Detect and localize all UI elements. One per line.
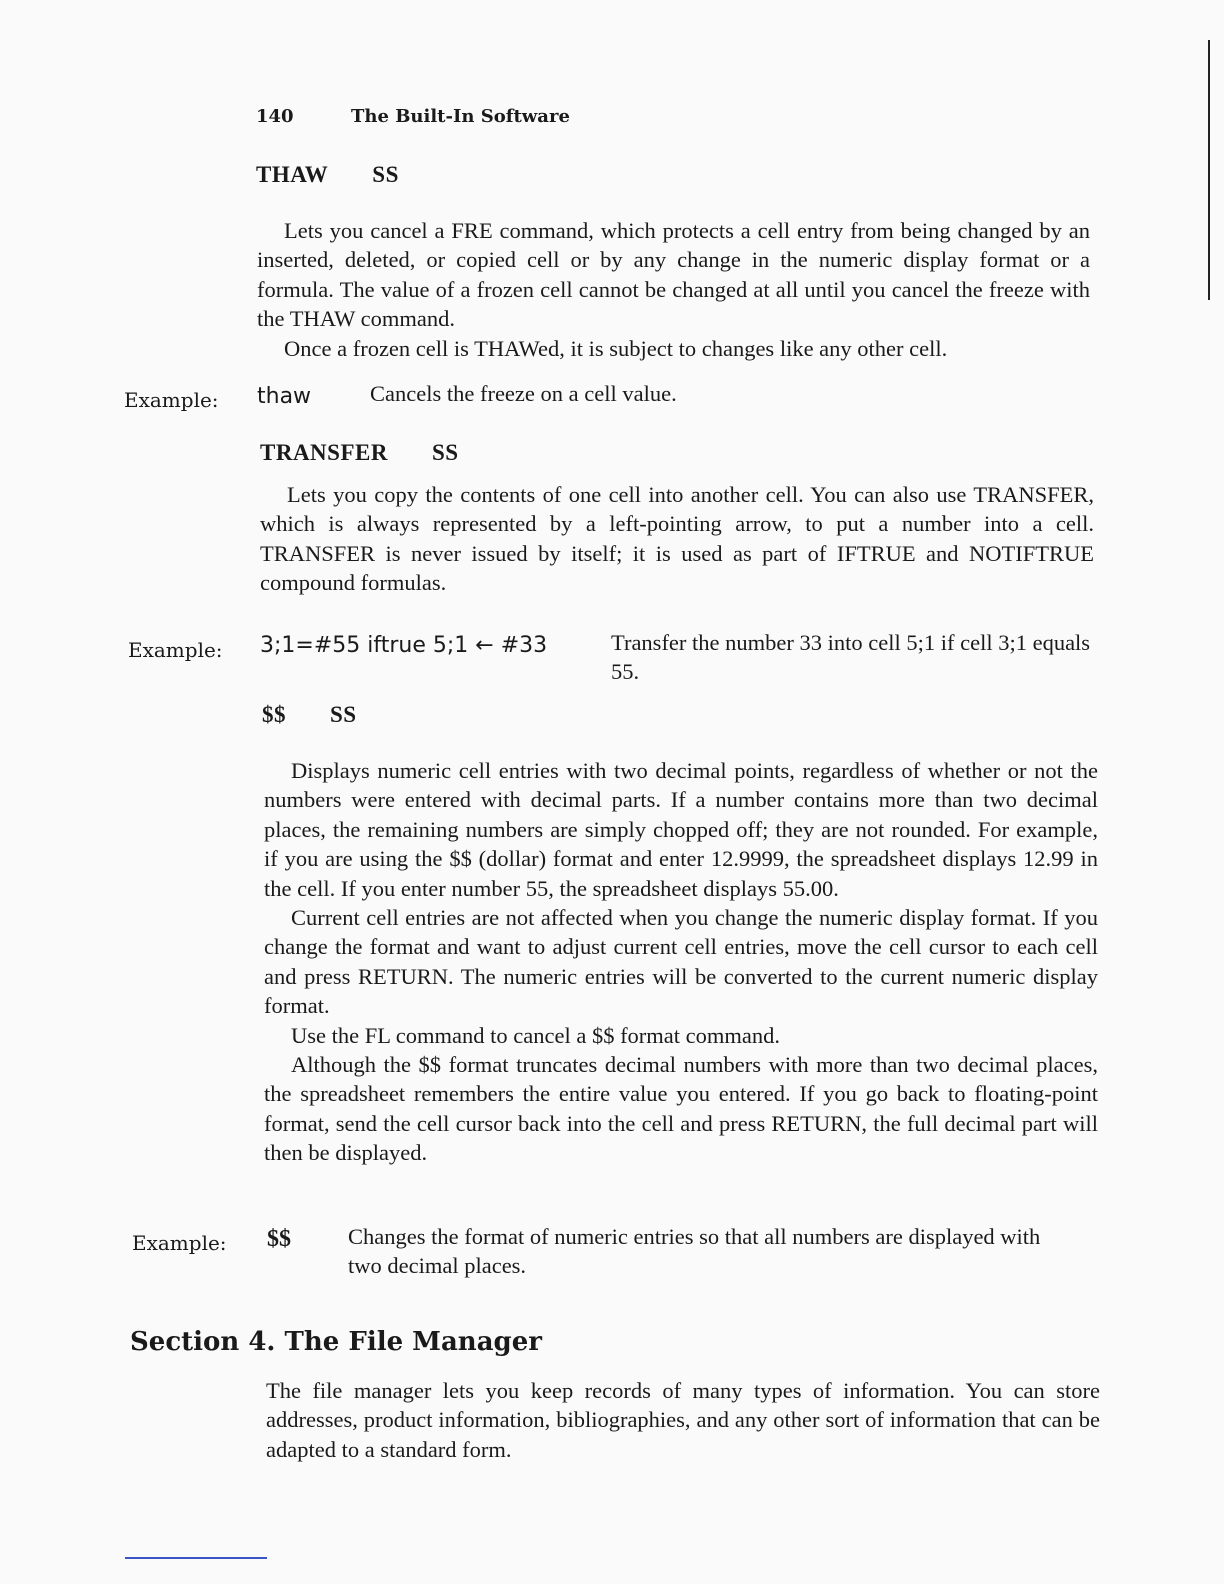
example-description: Cancels the freeze on a cell value. [370, 381, 677, 406]
footer-rule [125, 1557, 267, 1559]
example-label: Example: [132, 1231, 227, 1255]
command-tag: SS [330, 702, 357, 727]
command-name: TRANSFER [260, 440, 388, 465]
example-code: thaw [257, 384, 312, 409]
paragraph: Although the $$ format truncates decimal numbers with more than two decimal places, the spreadsheet remembers the entire value you entered. If you go back to floating-point format, send the cell cursor back into the cell and press RETURN, the full decimal part will then be displayed. [264, 1052, 1098, 1166]
section4-intro [266, 1376, 1100, 1464]
page-number: 140 [256, 106, 294, 127]
command-tag: SS [431, 440, 459, 465]
example-description: Changes the format of numeric entries so that all numbers are displayed with two decimal places. [348, 1224, 1041, 1278]
command-name: $$ [262, 702, 286, 727]
transfer-heading [260, 440, 459, 466]
thaw-heading [256, 162, 399, 188]
example-code: $$ [267, 1226, 291, 1252]
paragraph: Once a frozen cell is THAWed, it is subject to changes like any other cell. [284, 335, 948, 361]
running-header [256, 106, 570, 127]
dollar-description [264, 756, 1098, 1168]
example-label: Example: [128, 638, 223, 662]
paragraph: Lets you cancel a FRE command, which protects a cell entry from being changed by an inserted, deleted, or copied cell or by any change in the numeric display format or a formula. The value of a frozen cell cannot be changed at all until you cancel the freeze with the THAW command. [257, 218, 1090, 332]
example-code: 3;1=#55 iftrue 5;1 ← #33 [260, 633, 548, 658]
paragraph: Displays numeric cell entries with two decimal points, regardless of whether or not the numbers were entered with decimal parts. If a number contains more than two decimal places, the remaining numbers are simply chopped off; they are not rounded. For example, if you are using the $$ (dollar) format and enter 12.9999, the spreadsheet displays 12.99 in the cell. If you enter number 55, the spreadsheet displays 55.00. [264, 758, 1098, 901]
paragraph: Lets you copy the contents of one cell into another cell. You can also use TRANSFER, which is always represented by a left-pointing arrow, to put a number into a cell. TRANSFER is never issued by itself; it is used as part of IFTRUE and NOTIFTRUE compound formulas. [260, 482, 1094, 596]
thaw-description [257, 216, 1090, 363]
page-edge-line [1208, 40, 1210, 300]
command-tag: SS [372, 162, 399, 187]
example-label: Example: [124, 388, 219, 412]
running-title: The Built-In Software [351, 106, 570, 127]
paragraph: Current cell entries are not affected when you change the numeric display format. If you change the format and want to adjust current cell entries, move the cell cursor to each cell and press RETURN. The numeric entries will be converted to the current numeric display format. [264, 905, 1098, 1019]
dollar-heading [262, 702, 357, 728]
paragraph: Use the FL command to cancel a $$ format command. [291, 1022, 781, 1048]
section-heading: Section 4. The File Manager [130, 1327, 542, 1357]
command-name: THAW [256, 162, 329, 187]
transfer-description [260, 480, 1094, 598]
example-description: Transfer the number 33 into cell 5;1 if cell 3;1 equals 55. [611, 630, 1091, 684]
paragraph: The file manager lets you keep records of many types of information. You can store addresses, product information, bibliographies, and any other sort of information that can be adapted to a standard form. [266, 1378, 1100, 1462]
